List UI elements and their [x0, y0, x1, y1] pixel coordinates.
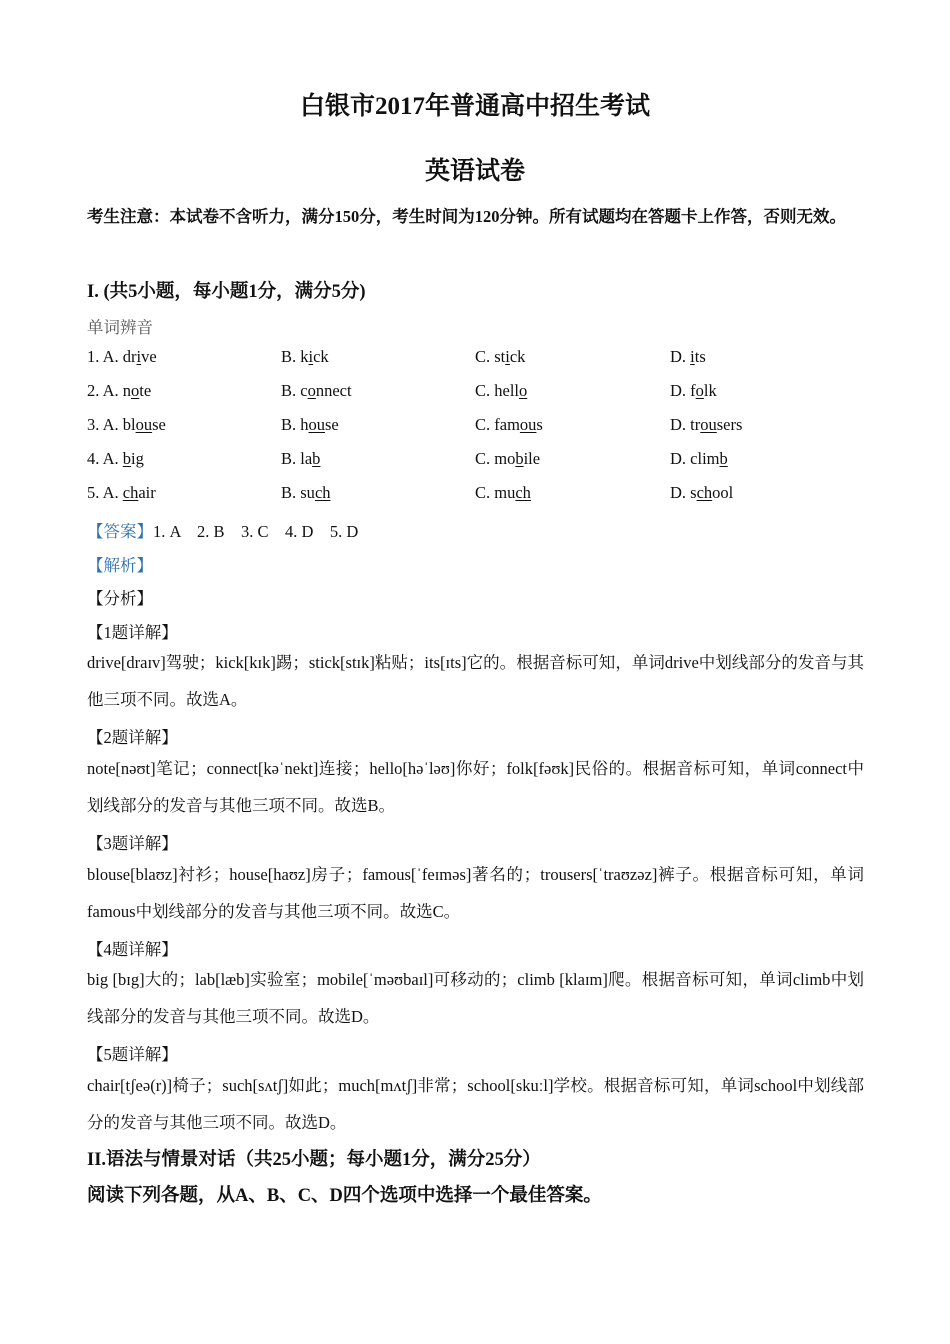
underlined-letters: b	[719, 449, 728, 468]
question-option: 1. A. drive	[87, 347, 157, 366]
question-option: D. school	[670, 483, 734, 502]
exam-title: 白银市2017年普通高中招生考试	[299, 93, 650, 120]
underlined-letters: ou	[700, 415, 717, 434]
underlined-letters: o	[695, 381, 704, 400]
question-option: D. folk	[670, 381, 717, 400]
question-option: D. climb	[670, 449, 728, 468]
underlined-letters: o	[519, 381, 528, 400]
detail-label: 【3题详解】	[87, 834, 178, 853]
question-option: C. much	[475, 483, 531, 502]
detail-text: big [bɪg]大的；lab[læb]实验室；mobile[ˈməʊbaɪl]可移动的；climb [klaɪm]爬。根据音标可知，单词climb中划线部分的发音与其他三项不同。故选D。	[87, 970, 864, 1026]
section2-instruction: 阅读下列各题，从A、B、C、D四个选项中选择一个最佳答案。	[87, 1186, 602, 1206]
underlined-letters: ch	[515, 483, 531, 502]
question-option: B. connect	[281, 381, 352, 400]
underlined-letters: o	[307, 381, 316, 400]
question-option: 5. A. chair	[87, 483, 156, 502]
underlined-letters: i	[136, 347, 142, 366]
detail-label: 【5题详解】	[87, 1045, 178, 1064]
exam-subtitle: 英语试卷	[424, 158, 525, 185]
question-option: B. house	[281, 415, 339, 434]
exam-notice: 考生注意：本试卷不含听力，满分150分，考生时间为120分钟。所有试题均在答题卡上作答，否则无效。	[87, 207, 846, 226]
underlined-letters: ou	[519, 415, 537, 434]
section2-heading: II.语法与情景对话（共25小题；每小题1分，满分25分）	[87, 1150, 541, 1170]
underlined-letters: ch	[314, 483, 331, 502]
answer-text: 1. A 2. B 3. C 4. D 5. D	[153, 522, 359, 541]
fenxi-label: 【分析】	[87, 589, 153, 608]
section1-instruction: 单词辨音	[87, 318, 153, 337]
underlined-letters: o	[131, 381, 140, 400]
underlined-letters: ou	[135, 415, 153, 434]
section1-heading: I. (共5小题，每小题1分，满分5分)	[87, 282, 366, 302]
question-option: C. stick	[475, 347, 526, 366]
answer-label: 【答案】	[87, 522, 153, 541]
question-option: B. such	[281, 483, 331, 502]
underlined-letters: b	[122, 449, 132, 468]
underlined-letters: b	[515, 449, 524, 468]
answer-line	[87, 518, 358, 542]
detail-text: drive[draɪv]驾驶；kick[kɪk]踢；stick[stɪk]粘贴；its[ɪts]它的。根据音标可知，单词drive中划线部分的发音与其他三项不同。故选A。	[87, 653, 864, 709]
detail-label: 【2题详解】	[87, 728, 178, 747]
underlined-letters: ou	[308, 415, 326, 434]
analysis-label: 【解析】	[87, 556, 153, 575]
underlined-letters: ch	[696, 483, 713, 502]
question-option: C. mobile	[475, 449, 541, 468]
underlined-letters: i	[308, 347, 314, 366]
question-option: 4. A. big	[87, 449, 144, 468]
underlined-letters: b	[312, 449, 321, 468]
underlined-letters: i	[690, 347, 695, 366]
underlined-letters: ch	[122, 483, 139, 502]
question-option: C. hello	[475, 381, 528, 400]
underlined-letters: i	[505, 347, 510, 366]
question-option: 3. A. blouse	[87, 415, 166, 434]
detail-text: note[nəʊt]笔记；connect[kəˈnekt]连接；hello[həˈləʊ]你好；folk[fəʊk]民俗的。根据音标可知，单词connect中划线部分的发音与其他三项不同。故选B。	[87, 759, 864, 815]
question-option: D. trousers	[670, 415, 743, 434]
question-option: 2. A. note	[87, 381, 152, 400]
detail-label: 【1题详解】	[87, 623, 178, 642]
detail-text: chair[tʃeə(r)]椅子；such[sʌtʃ]如此；much[mʌtʃ]非常；school[skuːl]学校。根据音标可知，单词school中划线部分的发音与其他三项不同。故选D。	[87, 1076, 864, 1132]
question-option: C. famous	[475, 415, 543, 434]
detail-text: blouse[blaʊz]衬衫；house[haʊz]房子；famous[ˈfeɪməs]著名的；trousers[ˈtraʊzəz]裤子。根据音标可知，单词famous中划线部分的发音与其他三项不同。故选C。	[87, 865, 864, 921]
question-option: D. its	[670, 347, 706, 366]
question-option: B. kick	[281, 347, 329, 366]
detail-label: 【4题详解】	[87, 940, 178, 959]
question-option: B. lab	[281, 449, 321, 468]
